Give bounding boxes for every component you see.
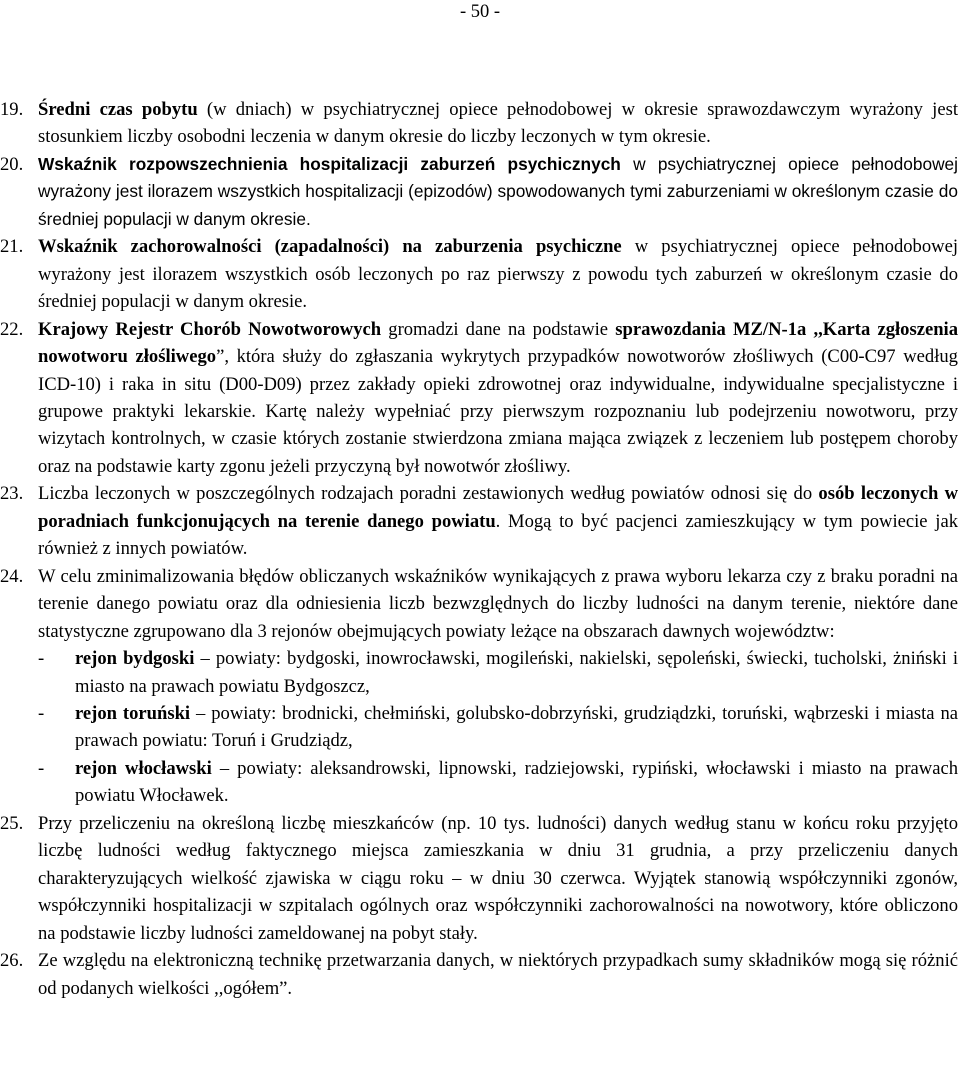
bold-text: rejon włocławski [75,757,212,779]
text-span: W celu zminimalizowania błędów obliczanych wskaźników wynikających z prawa wyboru lekarza czy z braku poradni na terenie danego powiatu oraz dla odniesienia liczb bezwzględnych do liczby ludności na danym terenie, niektóre dane statystyczne zgrupowano dla 3 rejonów obejmujących powiaty leżące na obszarach dawnych województw: [38,565,958,642]
definition-item [0,947,958,1002]
region-text [75,700,958,755]
text-span: Liczba leczonych w poszczególnych rodzajach poradni zestawionych według powiatów odnosi się do [38,483,819,505]
bold-text: rejon toruński [75,702,191,724]
text-span: – powiaty: brodnicki, chełmiński, golubsko-dobrzyński, grudziądzki, toruński, wąbrzeski i miasta na prawach powiatu: Toruń i Grudziądz, [75,702,958,752]
text-span: ”, która służy do zgłaszania wykrytych przypadków nowotworów złośliwych (C00-C97 według ICD-10) i raka in situ (D00-D09) przez zakłady opieki zdrowotnej oraz indywidualne, indywidualne specjalistyczne i grupowe praktyki lekarskie. Kartę należy wypełniać przy pierwszym rozpoznaniu lub podejrzeniu nowotworu, przy wizytach kontrolnych, w czasie których zostanie stwierdzona zmiana mająca związek z leczeniem lub postępem choroby oraz na podstawie karty zgonu jeżeli przyczyną był nowotwór złośliwy. [38,346,958,477]
item-number: 24. [0,565,24,587]
text-span: w psychiatrycznej opiece pełnodobowej wyrażony jest ilorazem wszystkich osób leczonych po raz pierwszy z powodu tych zaburzeń w określonym czasie do średniej populacji w danym okresie. [38,236,959,313]
item-text [38,316,958,481]
item-text [38,233,958,315]
bold-text: Krajowy Rejestr Chorób Nowotworowych [38,318,382,340]
region-item [38,755,958,810]
bold-text: sprawozdania MZ/N-1a ,,Karta zgłoszenia nowotworu złośliwego [38,318,959,368]
item-text [38,151,958,233]
text-span: . Mogą to być pacjenci zamieszkujący w tym powiecie jak również z innych powiatów. [38,510,958,560]
item-text [38,947,958,1002]
list-dash: - [38,757,45,779]
item-number: 25. [0,812,24,834]
text-span: Ze względu na elektroniczną technikę przetwarzania danych, w niektórych przypadkach sumy składników mogą się różnić od podanych wielkości ,,ogółem”. [38,950,958,999]
text-span: gromadzi dane na podstawie [381,318,616,340]
text-span: Przy przeliczeniu na określoną liczbę mieszkańców (np. 10 tys. ludności) danych według stanu w końcu roku przyjęto liczbę ludności według faktycznego miejsca zamieszkania w dniu 31 grudnia, a przy przeliczeniu danych charakteryzujących wielkość zjawiska w ciągu roku – w dniu 30 czerwca. Wyjątek stanowią współczynniki zgonów, współczynniki hospitalizacji w szpitalach ogólnych oraz współczynniki zachorowalności na nowotwory, które obliczono na podstawie liczby ludności zameldowanej na pobyt stały. [38,812,958,944]
item-number: 26. [0,950,24,972]
region-item [38,700,958,755]
definition-item [0,563,958,810]
list-dash: - [38,702,45,724]
bold-text: rejon bydgoski [75,648,195,670]
text-span: – powiaty: aleksandrowski, lipnowski, radziejowski, rypiński, włocławski i miasto na prawach powiatu Włocławek. [75,757,958,807]
definition-item [0,233,958,315]
list-dash: - [38,648,45,670]
definition-item [0,810,958,947]
bold-text: Wskaźnik rozpowszechnienia hospitalizacji zaburzeń psychicznych [38,153,621,174]
text-span: – powiaty: bydgoski, inowrocławski, mogileński, nakielski, sępoleński, świecki, tucholski, żniński i miasto na prawach powiatu Bydgoszcz, [75,648,958,697]
item-text [38,480,958,562]
region-text [75,755,958,810]
item-number: 23. [0,483,24,505]
page-number: - 50 - [459,2,501,22]
definition-item [0,151,958,233]
bold-text: osób leczonych w poradniach funkcjonujących na terenie danego powiatu [38,483,958,532]
region-text [75,645,958,700]
item-number: 21. [0,236,24,258]
item-text [38,96,958,151]
item-text [38,563,958,645]
definitions-list [0,96,958,1002]
definition-item [0,316,958,481]
region-item [38,645,958,700]
text-span: (w dniach) w psychiatrycznej opiece pełnodobowej w okresie sprawozdawczym wyrażony jest stosunkiem liczby osobodni leczenia w danym okresie do liczby leczonych w tym okresie. [38,99,958,148]
bold-text: Wskaźnik zachorowalności (zapadalności) na zaburzenia psychiczne [38,236,622,258]
definition-item [0,480,958,562]
definition-item [0,96,958,151]
item-number: 20. [0,153,24,175]
item-number: 19. [0,99,24,120]
text-span: w psychiatrycznej opiece pełnodobowej wyrażony jest ilorazem wszystkich hospitalizacji (epizodów) spowodowanych tymi zaburzeniami w określonym czasie do średniej populacji w danym okresie. [38,153,958,229]
item-number: 22. [0,318,24,340]
bold-text: Średni czas pobytu [38,99,198,120]
item-text [38,810,958,947]
